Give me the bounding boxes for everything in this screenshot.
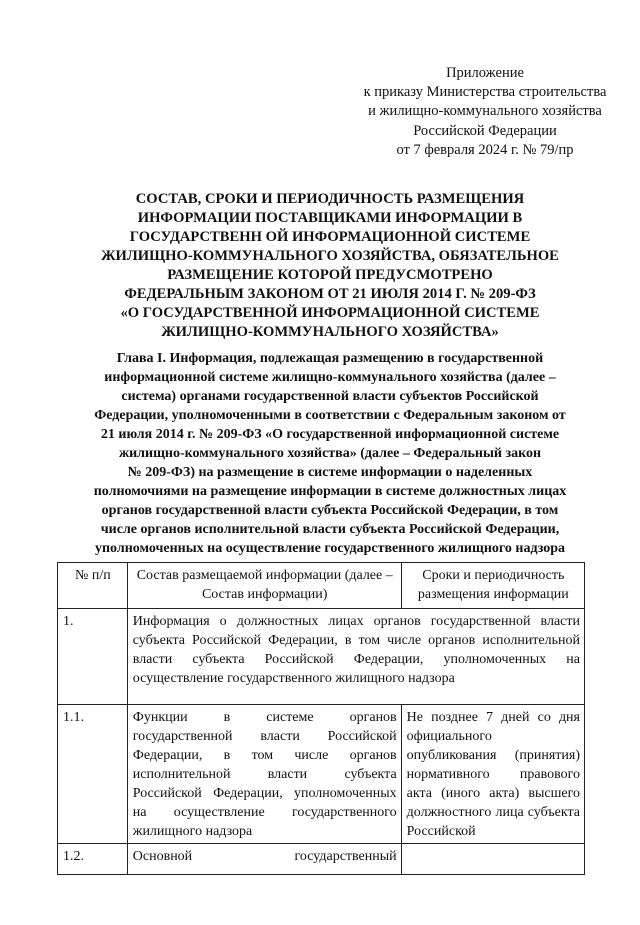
chapter-line: № 209-ФЗ) на размещение в системе информации о наделенных <box>127 465 533 480</box>
header-terms: Сроки и периодичность размещения информации <box>401 563 584 609</box>
chapter-line: органов государственной власти субъекта Российской Федерации, в том <box>101 503 559 518</box>
table-row <box>58 609 585 705</box>
appendix-header <box>330 64 640 160</box>
appendix-line: Приложение <box>446 65 524 81</box>
chapter-heading <box>40 349 620 558</box>
row-terms-empty <box>401 844 584 875</box>
appendix-line: к приказу Министерства строительства <box>363 84 607 101</box>
chapter-line: полномочиями на размещение информации в системе должностных лицах <box>93 484 567 499</box>
information-table <box>57 562 585 875</box>
row-num: 1. <box>58 609 128 705</box>
chapter-line: жилищно-коммунального хозяйства» (далее – Федеральный закон <box>118 446 542 461</box>
table-header-row <box>58 563 585 609</box>
header-content: Состав размещаемой информации (далее – Состав информации) <box>127 563 401 609</box>
row-terms: Не позднее 7 дней со дня официального опубликования (принятия) нормативного правового акта (иного акта) высшего должностного лица субъекта Российской <box>401 705 584 844</box>
table-row <box>58 844 585 875</box>
chapter-line: система) органами государственной власти субъектов Российской <box>121 389 539 404</box>
document-title <box>40 190 620 342</box>
title-line: ФЕДЕРАЛЬНЫМ ЗАКОНОМ ОТ 21 ИЮЛЯ 2014 Г. № 209-ФЗ <box>124 286 536 302</box>
appendix-line: Российской Федерации <box>413 122 557 139</box>
chapter-line: 21 июля 2014 г. № 209-ФЗ «О государственной информационной системе <box>100 427 560 442</box>
chapter-line: числе органов исполнительной власти субъекта Российской Федерации, <box>100 522 560 537</box>
row-num: 1.2. <box>58 844 128 875</box>
row-content: Функции в системе органов государственной власти Российской Федерации, в том числе органов исполнительной власти субъекта Российской Федерации, уполномоченных на осуществление государственного жилищного надзора <box>127 705 401 844</box>
table-row <box>58 705 585 844</box>
header-num: № п/п <box>58 563 128 609</box>
title-line: РАЗМЕЩЕНИЕ КОТОРОЙ ПРЕДУСМОТРЕНО <box>167 267 493 283</box>
title-line: ГОСУДАРСТВЕНН ОЙ ИНФОРМАЦИОННОЙ СИСТЕМЕ <box>129 229 531 245</box>
chapter-line: информационной системе жилищно-коммунального хозяйства (далее – <box>104 370 556 385</box>
chapter-line: Федерации, уполномоченными в соответствии с Федеральным законом от <box>94 408 566 423</box>
appendix-line: от 7 февраля 2024 г. № 79/пр <box>396 141 574 158</box>
title-line: ИНФОРМАЦИИ ПОСТАВЩИКАМИ ИНФОРМАЦИИ В <box>137 210 523 226</box>
title-line: ЖИЛИЩНО-КОММУНАЛЬНОГО ХОЗЯЙСТВА, ОБЯЗАТЕЛЬНОЕ <box>101 248 559 264</box>
title-line: СОСТАВ, СРОКИ И ПЕРИОДИЧНОСТЬ РАЗМЕЩЕНИЯ <box>135 191 525 207</box>
row-content: Основной государственный <box>127 844 401 875</box>
chapter-line: Глава I. Информация, подлежащая размещению в государственной <box>116 351 544 366</box>
appendix-line: и жилищно-коммунального хозяйства <box>368 103 602 120</box>
row-content: Информация о должностных лицах органов государственной власти субъекта Российской Федерации, в том числе органов исполнительной власти субъекта Российской Федерации, уполномоченных на осуществление государственного жилищного надзора <box>127 609 584 705</box>
title-line: ЖИЛИЩНО-КОММУНАЛЬНОГО ХОЗЯЙСТВА» <box>161 324 499 340</box>
title-line: «О ГОСУДАРСТВЕННОЙ ИНФОРМАЦИОННОЙ СИСТЕМЕ <box>120 305 540 321</box>
chapter-line: уполномоченных на осуществление государственного жилищного надзора <box>94 541 566 556</box>
row-num: 1.1. <box>58 705 128 844</box>
